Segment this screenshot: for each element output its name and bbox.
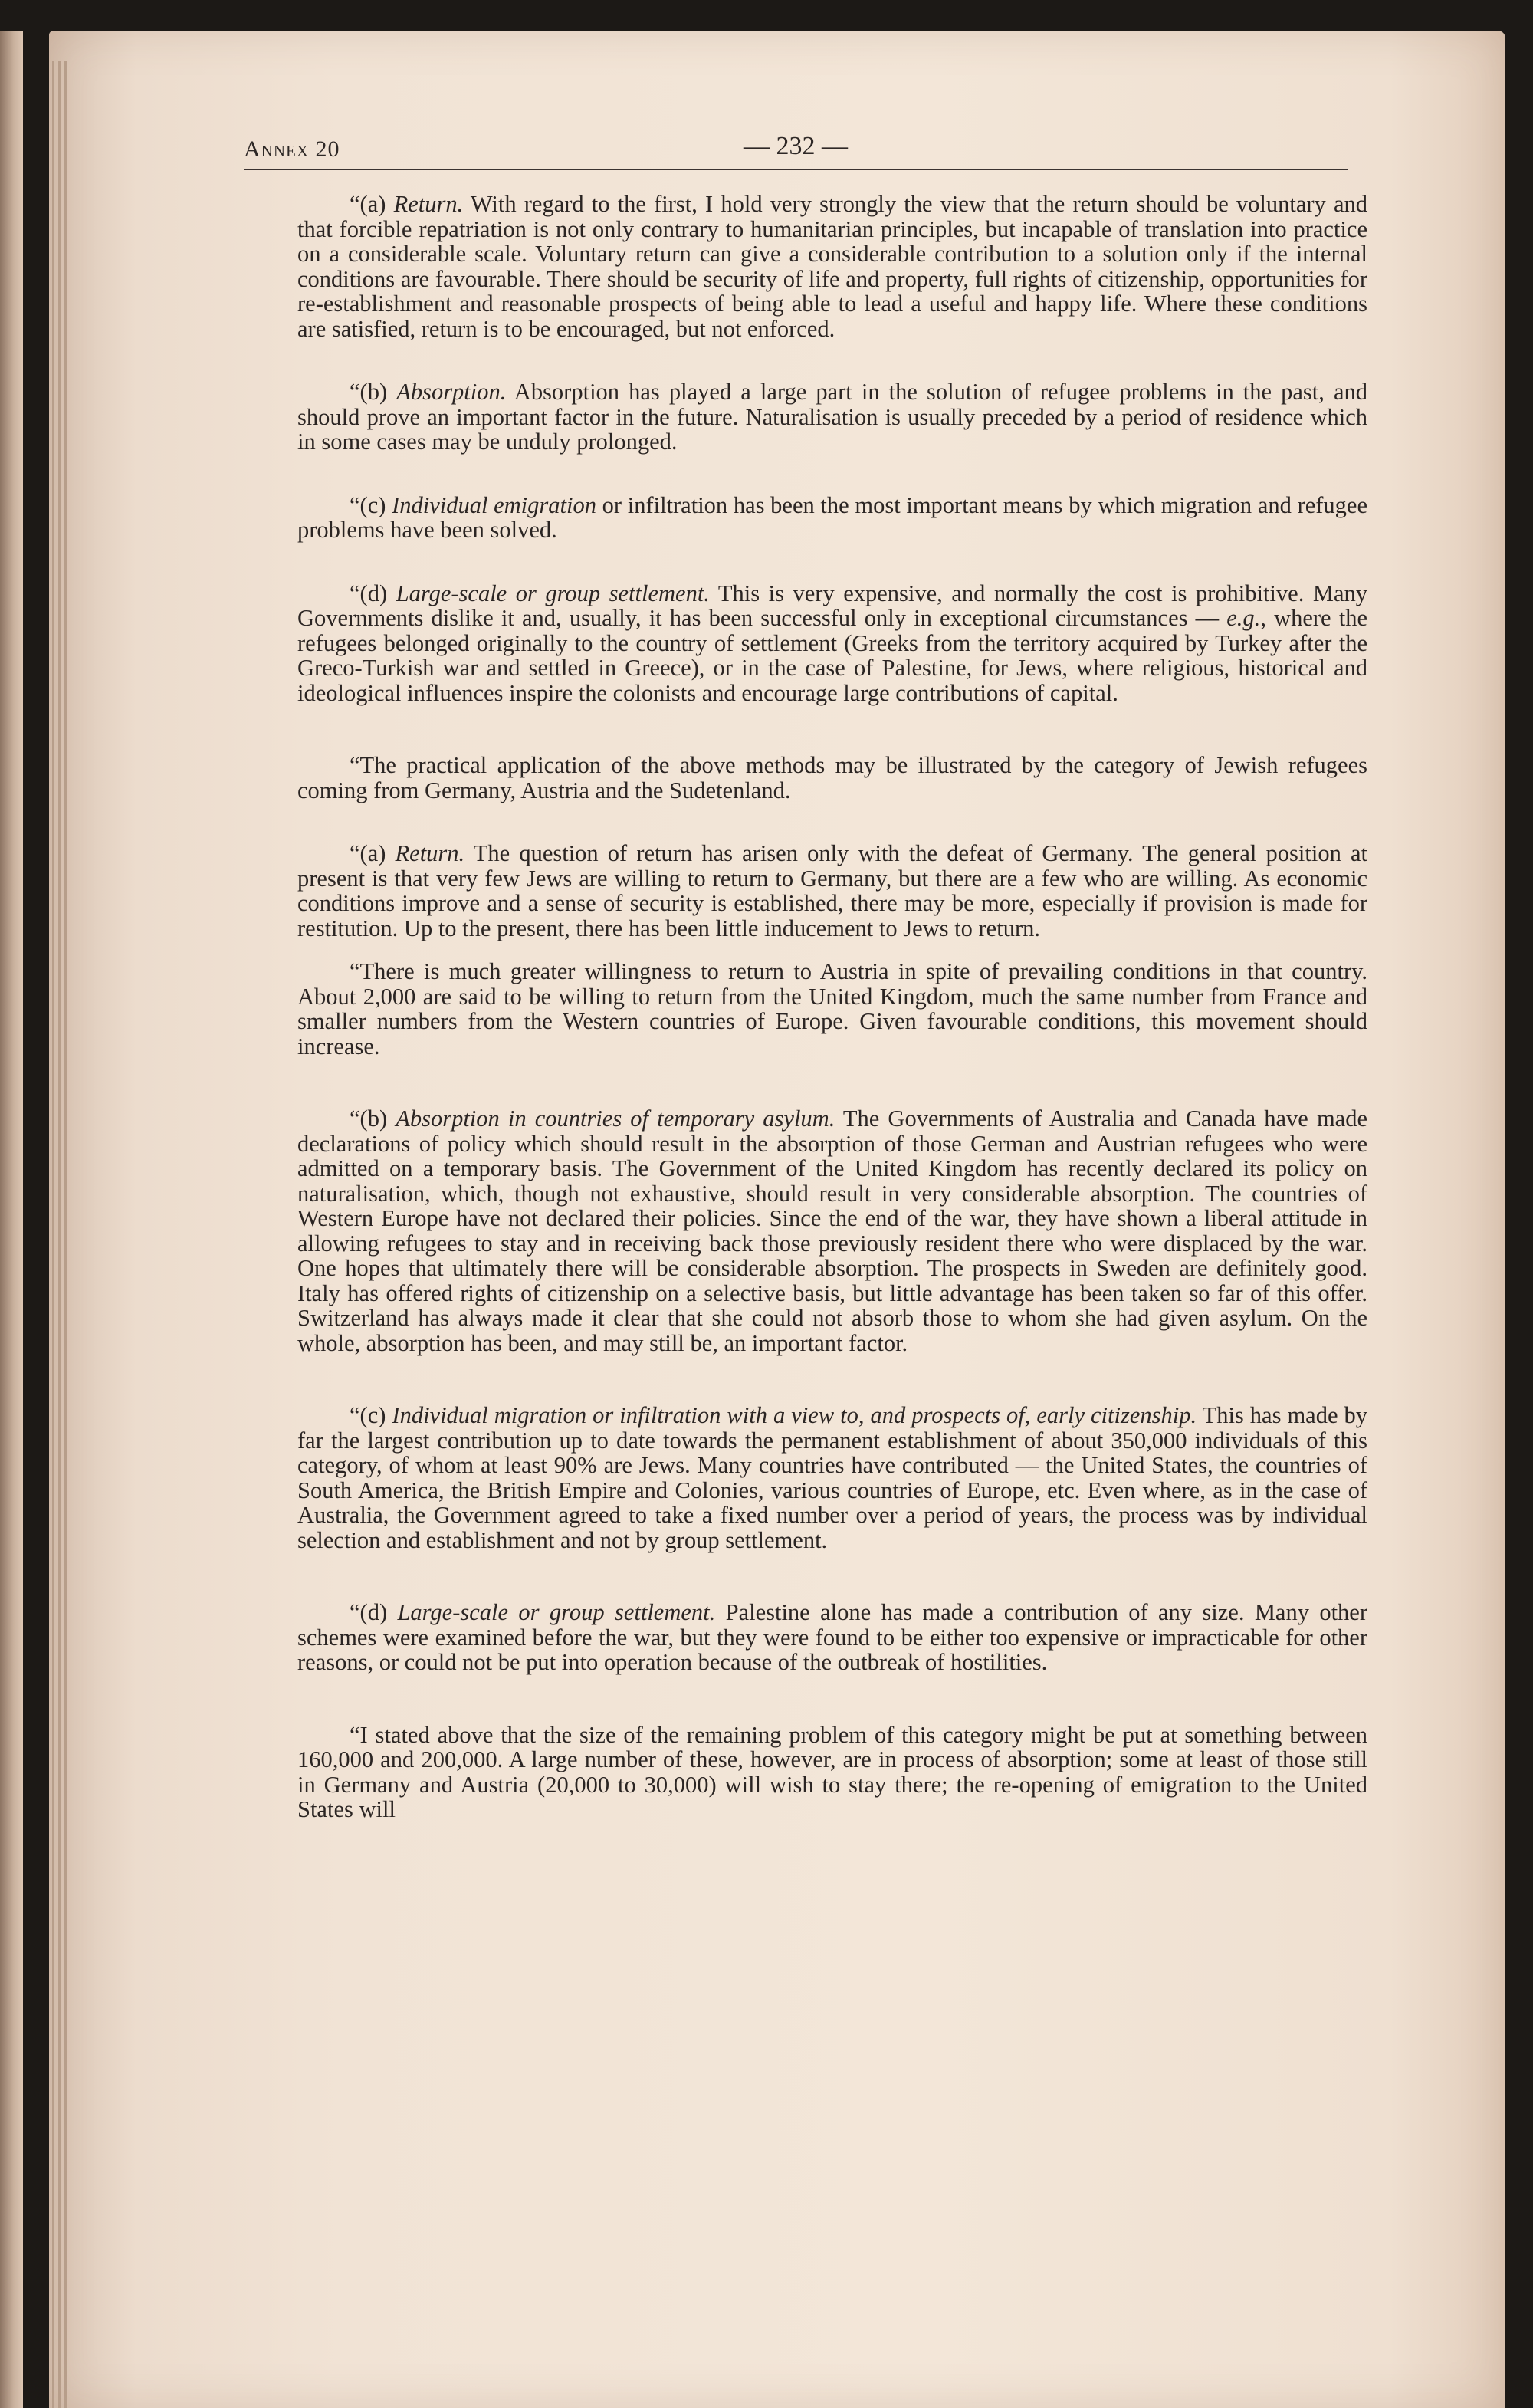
page-header — [244, 123, 1348, 170]
page-edge-line — [64, 61, 67, 2408]
body-text — [297, 192, 1367, 1822]
paragraph: “(d) Large-scale or group settlement. Palestine alone has made a contribution of any size. Many other schemes were examined before the war, but they were found to be either too expensive or impracticable for other reasons, or could not be put into operation because of the outbreak of hostilities. — [297, 1599, 1368, 1675]
paragraph: “(c) Individual migration or infiltration with a view to, and prospects of, early citizenship. This has made by far the largest contribution up to date towards the permanent establishment of about 350,000 individuals of this category, of whom at least 90% are Jews. Many countries have contributed — the United States, the countries of South America, the British Empire and Colonies, various countries of Europe, etc. Even where, as in the case of Australia, the Government agreed to take a fixed number over a period of years, the process was by individual selection and establishment and not by group settlement. — [297, 1402, 1368, 1553]
paragraph: “(a) Return. The question of return has arisen only with the defeat of Germany. The general position at present is that very few Jews are willing to return to Germany, but there are a few who are willing. As economic conditions improve and a sense of security is established, there may be more, especially if provision is made for restitution. Up to the present, there has been little inducement to Jews to return. — [297, 840, 1367, 941]
paragraph: “(d) Large-scale or group settlement. This is very expensive, and normally the cost is prohibitive. Many Governments dislike it and, usually, it has been successful only in exceptional circumstances — e.g., where the refugees belonged originally to the country of settlement (Greeks from the territory acquired by Turkey after the Greco-Turkish war and settled in Greece), or in the case of Palestine, for Jews, where religious, historical and ideological influences inspire the colonists and encourage large contributions of capital. — [297, 580, 1367, 706]
page-edge-line — [58, 61, 61, 2408]
paragraph: “(b) Absorption in countries of temporary asylum. The Governments of Australia and Canada have made declarations of policy which should result in the absorption of those German and Austrian refugees who were admitted on a temporary basis. The Government of the United Kingdom has recently declared its policy on naturalisation, which, though not exhaustive, should result in very considerable absorption. The countries of Western Europe have not declared their policies. Since the end of the war, they have shown a liberal attitude in allowing refugees to stay and in receiving back those previously resident there who were displaced by the war. One hopes that ultimately there will be considerable absorption. The prospects in Sweden are definitely good. Italy has offered rights of citizenship on a selective basis, but little advantage has been taken so far of this offer. Switzerland has always made it clear that she could not absorb those to whom she had given asylum. On the whole, absorption has been, and may still be, an important factor. — [297, 1105, 1367, 1356]
paragraph: “(b) Absorption. Absorption has played a large part in the solution of refugee problems in the past, and should prove an important factor in the future. Naturalisation is usually preceded by a period of residence which in some cases may be unduly prolonged. — [297, 379, 1367, 455]
page-number: — 232 — — [744, 132, 848, 160]
paragraph: “(c) Individual emigration or infiltration has been the most important means by which migration and refugee problems have been solved. — [297, 491, 1367, 543]
page-edge-line — [52, 61, 54, 2408]
annex-label: Annex 20 — [244, 136, 340, 162]
paragraph: “There is much greater willingness to return to Austria in spite of prevailing conditions in that country. About 2,000 are said to be willing to return from the United Kingdom, much the same number from France and smaller numbers from the Western countries of Europe. Given favourable conditions, this movement should increase. — [297, 958, 1367, 1059]
book-binding-edge — [0, 31, 23, 2408]
paragraph: “(a) Return. With regard to the first, I hold very strongly the view that the return should be voluntary and that forcible repatriation is not only contrary to humanitarian principles, but incapable of translation into practice on a considerable scale. Voluntary return can give a considerable contribution to a solution only if the internal conditions are favourable. There should be security of life and property, full rights of citizenship, opportunities for re-establishment and reasonable prospects of being able to lead a useful and happy life. Where these conditions are satisfied, return is to be encouraged, but not enforced. — [297, 191, 1367, 342]
paragraph: “I stated above that the size of the remaining problem of this category might be put at something between 160,000 and 200,000. A large number of these, however, are in process of absorption; some at least of those still in Germany and Austria (20,000 to 30,000) will wish to stay there; the re-opening of emigration to the United States will — [297, 1721, 1367, 1822]
paragraph: “The practical application of the above methods may be illustrated by the category of Jewish refugees coming from Germany, Austria and the Sudetenland. — [297, 752, 1367, 803]
